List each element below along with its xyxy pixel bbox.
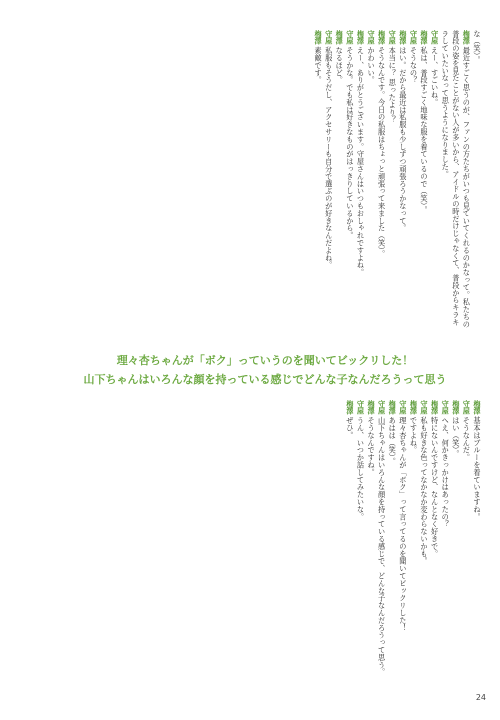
speaker-name: 梅澤 bbox=[335, 30, 345, 45]
dialogue-line bbox=[397, 400, 408, 690]
dialogue-line bbox=[313, 30, 324, 330]
dialogue-text: 素敵です。 bbox=[314, 46, 324, 84]
speaker-name: 守屋 bbox=[324, 30, 334, 45]
speaker-name: 守屋 bbox=[356, 400, 366, 415]
dialogue-line bbox=[450, 400, 461, 690]
dialogue-line bbox=[397, 30, 408, 330]
speaker-name: 梅澤 bbox=[377, 30, 387, 45]
speaker-name: 梅澤 bbox=[473, 400, 482, 415]
speaker-name: 守屋 bbox=[441, 400, 451, 415]
speaker-name: 守屋 bbox=[430, 30, 440, 45]
dialogue-text: そうなの？ bbox=[409, 46, 419, 84]
dialogue-line bbox=[387, 400, 398, 690]
speaker-name: 梅澤 bbox=[398, 30, 408, 45]
dialogue-text: そうなんです。今日の私服はちょっと頑張って来ました（笑）。 bbox=[377, 46, 387, 258]
speaker-name: 梅澤 bbox=[356, 30, 366, 45]
speaker-name: 守屋 bbox=[345, 30, 355, 45]
dialogue-text: うん、いつか話してみたいな。 bbox=[356, 416, 366, 521]
dialogue-text: 特にないんですけど、なんとなく好きで。 bbox=[430, 416, 440, 558]
dialogue-text: 理々杏ちゃんが「ボク」って言ってるのを聞いてビックリした！ bbox=[398, 416, 408, 632]
dialogue-text: えー、ありがとうございます。守屋さんはいつもおしゃれですよね。 bbox=[356, 46, 366, 277]
dialogue-line bbox=[408, 30, 419, 330]
speaker-name: 梅澤 bbox=[409, 400, 419, 415]
dialogue-text: 私も好きな色ってなかなか変わらないかも。 bbox=[420, 416, 430, 565]
dialogue-text: 本当に？ 思ったより？ bbox=[388, 46, 398, 124]
dialogue-line bbox=[334, 30, 345, 330]
dialogue-line bbox=[418, 400, 429, 690]
dialogue-text: はい（笑）。 bbox=[451, 416, 461, 458]
dialogue-text: なるほど。 bbox=[335, 46, 345, 84]
speaker-name: 守屋 bbox=[388, 30, 398, 45]
dialogue-text: 基本はブルーを着ていますね。 bbox=[473, 416, 482, 521]
dialogue-line bbox=[418, 30, 429, 330]
speaker-name: 梅澤 bbox=[430, 400, 440, 415]
dialogue-line bbox=[344, 400, 355, 690]
dialogue-line bbox=[429, 400, 440, 690]
dialogue-text: そうかな。でも私は好きなものがはっきりしているから。 bbox=[345, 46, 355, 240]
dialogue-line bbox=[323, 30, 334, 330]
pull-quote-line-1: 理々杏ちゃんが「ボク」っていうのを聞いてビックリした！ bbox=[116, 354, 414, 367]
speaker-name: 梅澤 bbox=[388, 400, 398, 415]
dialogue-line bbox=[355, 400, 366, 690]
dialogue-text: そうなんですね。 bbox=[367, 416, 377, 477]
dialogue-line bbox=[376, 400, 387, 690]
dialogue-line bbox=[387, 30, 398, 330]
dialogue-line bbox=[471, 30, 482, 330]
dialogue-text: ぜひ。 bbox=[345, 416, 355, 440]
speaker-name: 守屋 bbox=[398, 400, 408, 415]
dialogue-line bbox=[365, 30, 376, 330]
interview-top-columns bbox=[22, 30, 482, 330]
dialogue-text: かわいい。 bbox=[367, 46, 377, 84]
dialogue-line bbox=[376, 30, 387, 330]
dialogue-text: あはは（笑）。 bbox=[388, 416, 398, 466]
speaker-name: 梅澤 bbox=[314, 30, 324, 45]
dialogue-line bbox=[408, 400, 419, 690]
dialogue-text: 最近すごく思うのが、ファンの方たちがいつも見ていてくれるのかなって。私たちの普段の姿を見たことがない人が多いから、アイドルの時だけじゃなくて、普段からキラキラしていたいなって思うようになりました。 bbox=[441, 30, 472, 329]
dialogue-text: 山下ちゃんはいろんな顔を持っている感じで、どんな子なんだろうって思う。 bbox=[377, 416, 387, 676]
dialogue-line bbox=[440, 30, 472, 330]
speaker-name: 梅澤 bbox=[451, 400, 461, 415]
dialogue-line bbox=[344, 30, 355, 330]
dialogue-line bbox=[471, 400, 482, 690]
dialogue-line bbox=[461, 400, 472, 690]
dialogue-text: そうなんだ。 bbox=[462, 416, 472, 462]
dialogue-text: ですよね。 bbox=[409, 416, 419, 454]
dialogue-line bbox=[365, 400, 376, 690]
dialogue-text: えー、すごいね。 bbox=[430, 46, 440, 107]
page-number: 24 bbox=[475, 693, 486, 702]
interview-bottom-columns bbox=[22, 400, 482, 690]
dialogue-text: はい。だから最近は私服も少しずつ頑張ろうかなって。 bbox=[398, 46, 408, 232]
speaker-name: 梅澤 bbox=[462, 30, 472, 45]
speaker-name: 梅澤 bbox=[420, 30, 430, 45]
dialogue-line bbox=[440, 400, 451, 690]
dialogue-text: 私は、普段すごく地味な服を着ているので（笑）。 bbox=[420, 46, 430, 214]
speaker-name: 梅澤 bbox=[345, 400, 355, 415]
dialogue-text: な（笑）。 bbox=[473, 30, 482, 64]
speaker-name: 守屋 bbox=[409, 30, 419, 45]
speaker-name: 守屋 bbox=[462, 400, 472, 415]
dialogue-line bbox=[355, 30, 366, 330]
dialogue-line bbox=[429, 30, 440, 330]
speaker-name: 梅澤 bbox=[367, 400, 377, 415]
speaker-name: 守屋 bbox=[420, 400, 430, 415]
speaker-name: 守屋 bbox=[377, 400, 387, 415]
dialogue-text: へえ、何かきっかけはあったの？ bbox=[441, 416, 451, 528]
pull-quote-line-2: 山下ちゃんはいろんな顔を持っている感じでどんな子なんだろうって思う bbox=[83, 373, 447, 386]
dialogue-text: 私服もそうだし、アクセサリーも自分で選ぶのが好きなんだよね。 bbox=[324, 46, 334, 269]
speaker-name: 守屋 bbox=[367, 30, 377, 45]
